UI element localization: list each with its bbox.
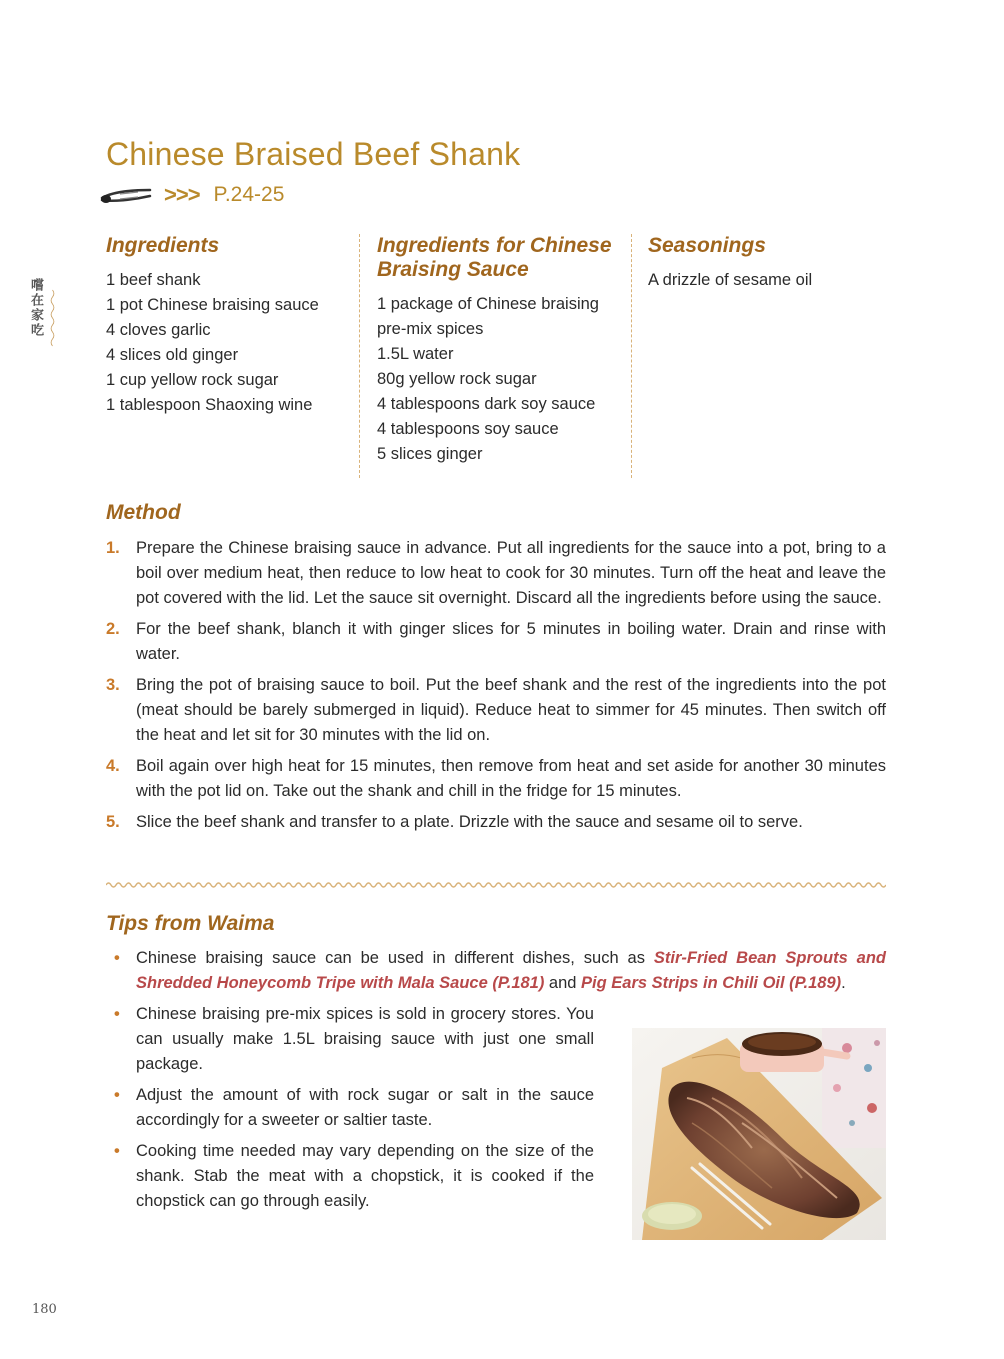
method-step — [106, 673, 886, 748]
step-number: 4. — [106, 757, 120, 775]
step-number: 2. — [106, 620, 120, 638]
ingredients-list — [106, 268, 346, 418]
method-step — [106, 617, 886, 667]
step-text: Boil again over high heat for 15 minutes, then remove from heat and set aside for another 30 minutes with the pot lid on. Take out the shank and chill in the fridge for 15 minutes. — [136, 757, 886, 800]
cross-reference-link[interactable]: Stir-Fried Bean Sprouts and Shredded Honeycomb Tripe with Mala Sauce (P.181) — [136, 949, 887, 992]
wavy-divider — [106, 880, 886, 890]
column-divider — [359, 234, 360, 478]
sauce-item: 4 tablespoons dark soy sauce — [377, 395, 596, 413]
step-number: 5. — [106, 813, 120, 831]
step-text: Slice the beef shank and transfer to a plate. Drizzle with the sauce and sesame oil to serve. — [136, 813, 803, 831]
tip-text: Cooking time needed may vary depending on the size of the shank. Stab the meat with a chopstick, it is cooked if the chopstick can go through easily. — [136, 1142, 594, 1210]
cross-reference-link[interactable]: Pig Ears Strips in Chili Oil (P.189) — [581, 974, 842, 992]
step-number: 1. — [106, 539, 120, 557]
step-number: 3. — [106, 676, 120, 694]
ingredient-item: 4 slices old ginger — [106, 346, 239, 364]
sauce-item: 1 package of Chinese braising — [377, 295, 599, 313]
braised-beef-photo — [632, 1028, 886, 1240]
method-step — [106, 536, 886, 611]
seasoning-item: A drizzle of sesame oil — [648, 271, 813, 289]
tip-text-part: Chinese braising sauce can be used in different dishes, such as — [136, 949, 654, 967]
page-reference-row — [98, 180, 284, 210]
tongs-icon — [98, 184, 154, 206]
tip-text — [136, 946, 886, 996]
step-text: Prepare the Chinese braising sauce in advance. Put all ingredients for the sauce into a pot, bring to a boil over medium heat, then reduce to low heat to cook for 30 minutes. Turn off the heat and leave the pot covered with the lid. Let the sauce sit overnight. Discard all the ingredients before using the sauce. — [136, 539, 886, 607]
recipe-title: Chinese Braised Beef Shank — [106, 136, 521, 172]
ingredients-column — [106, 234, 346, 418]
seasonings-column — [648, 234, 888, 293]
side-tab — [26, 278, 56, 358]
bullet-icon: • — [114, 949, 120, 967]
side-tab-label: 嚐在家吃 — [28, 278, 43, 338]
method-heading: Method — [106, 501, 181, 524]
sauce-item: 4 tablespoons soy sauce — [377, 420, 559, 438]
ingredient-item: 1 tablespoon Shaoxing wine — [106, 396, 313, 414]
sauce-column — [377, 234, 617, 467]
page-reference[interactable]: P.24-25 — [213, 183, 285, 206]
sauce-heading: Ingredients for Chinese Braising Sauce — [377, 234, 612, 281]
seasonings-heading: Seasonings — [648, 234, 766, 257]
bullet-icon: • — [114, 1142, 120, 1160]
sauce-item: 1.5L water — [377, 345, 454, 363]
tip-item — [106, 946, 886, 996]
bullet-icon: • — [114, 1086, 120, 1104]
bullet-icon: • — [114, 1005, 120, 1023]
step-text: Bring the pot of braising sauce to boil. Put the beef shank and the rest of the ingredients into the pot (meat should be barely submerged in liquid). Reduce heat to simmer for 45 minutes. Then switch off the heat and let sit for 30 minutes with the lid on. — [136, 676, 886, 744]
sauce-item: 80g yellow rock sugar — [377, 370, 537, 388]
sauce-item: pre-mix spices — [377, 320, 484, 338]
ingredient-item: 1 cup yellow rock sugar — [106, 371, 279, 389]
method-steps — [106, 536, 886, 841]
wave-border-icon — [49, 278, 56, 358]
tips-heading: Tips from Waima — [106, 912, 275, 935]
ingredients-heading: Ingredients — [106, 234, 220, 257]
method-step — [106, 810, 886, 835]
seasonings-list — [648, 268, 888, 293]
ingredient-item: 1 pot Chinese braising sauce — [106, 296, 319, 314]
tip-text-part: . — [841, 974, 846, 992]
tip-text-part: and — [544, 974, 582, 992]
tip-text: Chinese braising pre-mix spices is sold in grocery stores. You can usually make 1.5L braising sauce with just one small package. — [136, 1005, 594, 1073]
method-step — [106, 754, 886, 804]
page-number: 180 — [32, 1302, 57, 1317]
sauce-list — [377, 292, 617, 467]
step-text: For the beef shank, blanch it with ginger slices for 5 minutes in boiling water. Drain and rinse with water. — [136, 620, 886, 663]
sauce-item: 5 slices ginger — [377, 445, 483, 463]
ingredient-item: 4 cloves garlic — [106, 321, 211, 339]
chevron-right-icon: >>> — [164, 182, 200, 207]
ingredient-item: 1 beef shank — [106, 271, 201, 289]
tip-text: Adjust the amount of with rock sugar or salt in the sauce accordingly for a sweeter or saltier taste. — [136, 1086, 594, 1129]
column-divider — [631, 234, 632, 478]
